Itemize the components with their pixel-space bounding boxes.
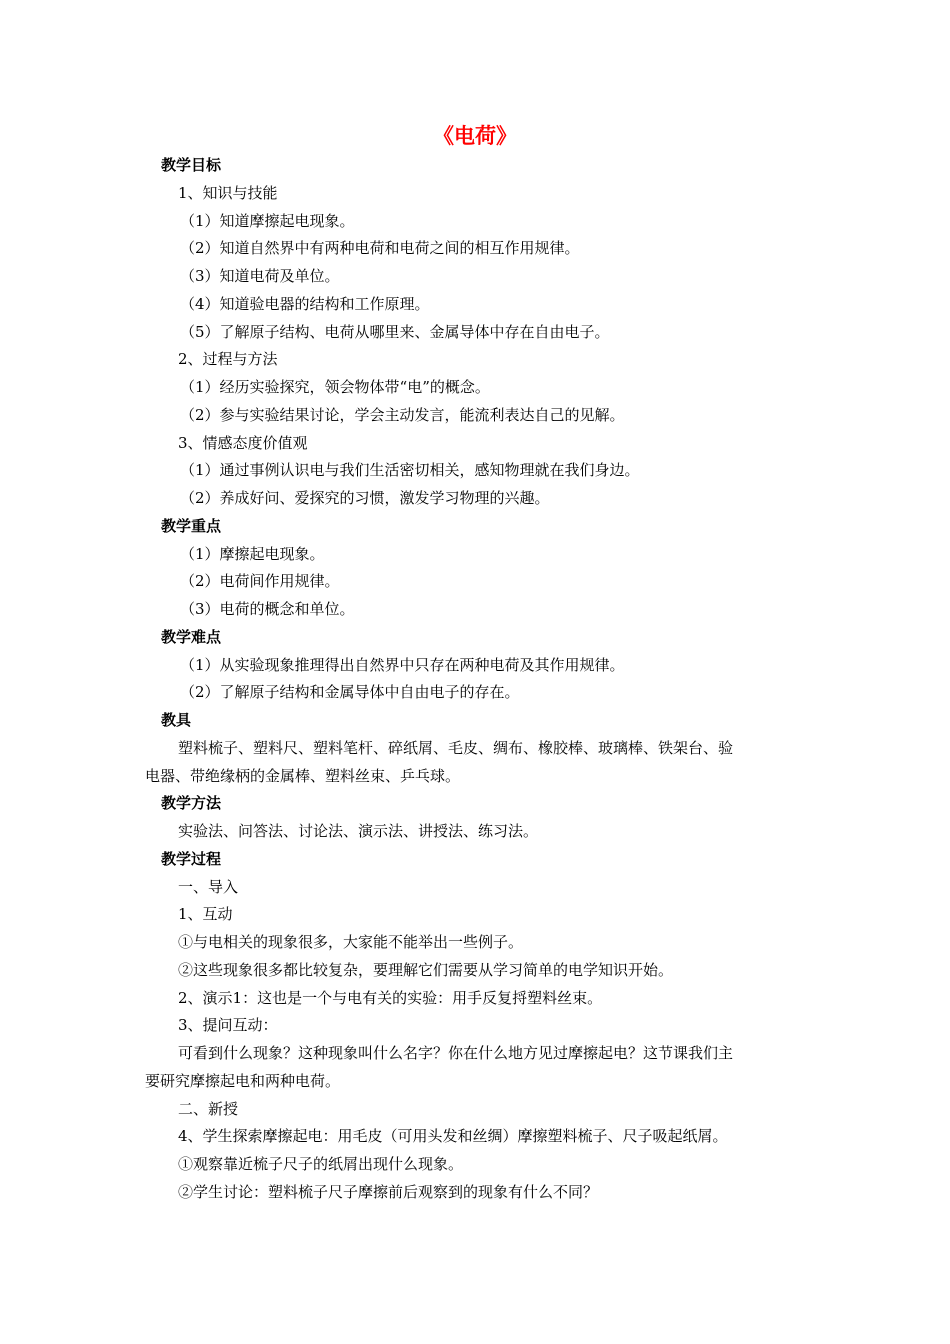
- text-line: （5）了解原子结构、电荷从哪里来、金属导体中存在自由电子。: [180, 322, 610, 341]
- text-line: （2）了解原子结构和金属导体中自由电子的存在。: [180, 683, 520, 702]
- section-heading: 教学方法: [161, 794, 222, 813]
- text-line: （2）参与实验结果讨论，学会主动发言，能流利表达自己的见解。: [180, 405, 625, 424]
- text-line: （4）知道验电器的结构和工作原理。: [180, 294, 430, 313]
- document-title: 《电荷》: [433, 123, 517, 148]
- text-line: 可看到什么现象？这种现象叫什么名字？你在什么地方见过摩擦起电？这节课我们主: [178, 1044, 734, 1062]
- text-line: 4、学生探索摩擦起电：用毛皮（可用头发和丝绸）摩擦塑料梳子、尺子吸起纸屑。: [178, 1127, 728, 1146]
- text-line: 一、导入: [178, 877, 239, 896]
- section-heading: 教具: [161, 711, 192, 729]
- text-line: ①观察靠近梳子尺子的纸屑出现什么现象。: [178, 1155, 464, 1173]
- text-line: ②学生讨论：塑料梳子尺子摩擦前后观察到的现象有什么不同？: [178, 1182, 599, 1201]
- text-line: （1）知道摩擦起电现象。: [180, 211, 355, 230]
- text-line: 3、情感态度价值观: [178, 433, 308, 452]
- text-line: （1）经历实验探究，领会物体带“电”的概念。: [180, 378, 490, 396]
- text-line: （2）知道自然界中有两种电荷和电荷之间的相互作用规律。: [180, 239, 580, 258]
- text-line: ②这些现象很多都比较复杂，要理解它们需要从学习简单的电学知识开始。: [178, 960, 674, 979]
- text-line: （1）摩擦起电现象。: [180, 544, 325, 563]
- document-body: [0, 152, 950, 1207]
- text-line: （2）养成好问、爱探究的习惯，激发学习物理的兴趣。: [180, 489, 550, 507]
- text-line: 2、过程与方法: [178, 350, 278, 369]
- text-line: 二、新授: [178, 1099, 239, 1118]
- text-line: （2）电荷间作用规律。: [180, 572, 340, 591]
- text-line: 2、演示1：这也是一个与电有关的实验：用手反复捋塑料丝束。: [178, 988, 603, 1007]
- section-heading: 教学重点: [161, 516, 222, 535]
- text-line: 1、互动: [178, 905, 233, 924]
- text-line: 塑料梳子、塑料尺、塑料笔杆、碎纸屑、毛皮、绸布、橡胶棒、玻璃棒、铁架台、验: [178, 738, 734, 757]
- text-line: 实验法、问答法、讨论法、演示法、讲授法、练习法。: [178, 822, 539, 840]
- text-line: 1、知识与技能: [178, 183, 278, 202]
- section-heading: 教学过程: [161, 849, 222, 868]
- text-line: 要研究摩擦起电和两种电荷。: [145, 1071, 341, 1090]
- text-line: （3）电荷的概念和单位。: [180, 600, 355, 618]
- text-line: （3）知道电荷及单位。: [180, 267, 340, 285]
- text-line: （1）通过事例认识电与我们生活密切相关，感知物理就在我们身边。: [180, 461, 640, 480]
- text-line: ①与电相关的现象很多，大家能不能举出一些例子。: [178, 933, 524, 951]
- text-line: 电器、带绝缘柄的金属棒、塑料丝束、乒乓球。: [145, 766, 461, 785]
- text-line: 3、提问互动：: [178, 1016, 278, 1035]
- section-heading: 教学目标: [161, 156, 222, 174]
- section-heading: 教学难点: [161, 627, 222, 646]
- text-line: （1）从实验现象推理得出自然界中只存在两种电荷及其作用规律。: [180, 655, 625, 674]
